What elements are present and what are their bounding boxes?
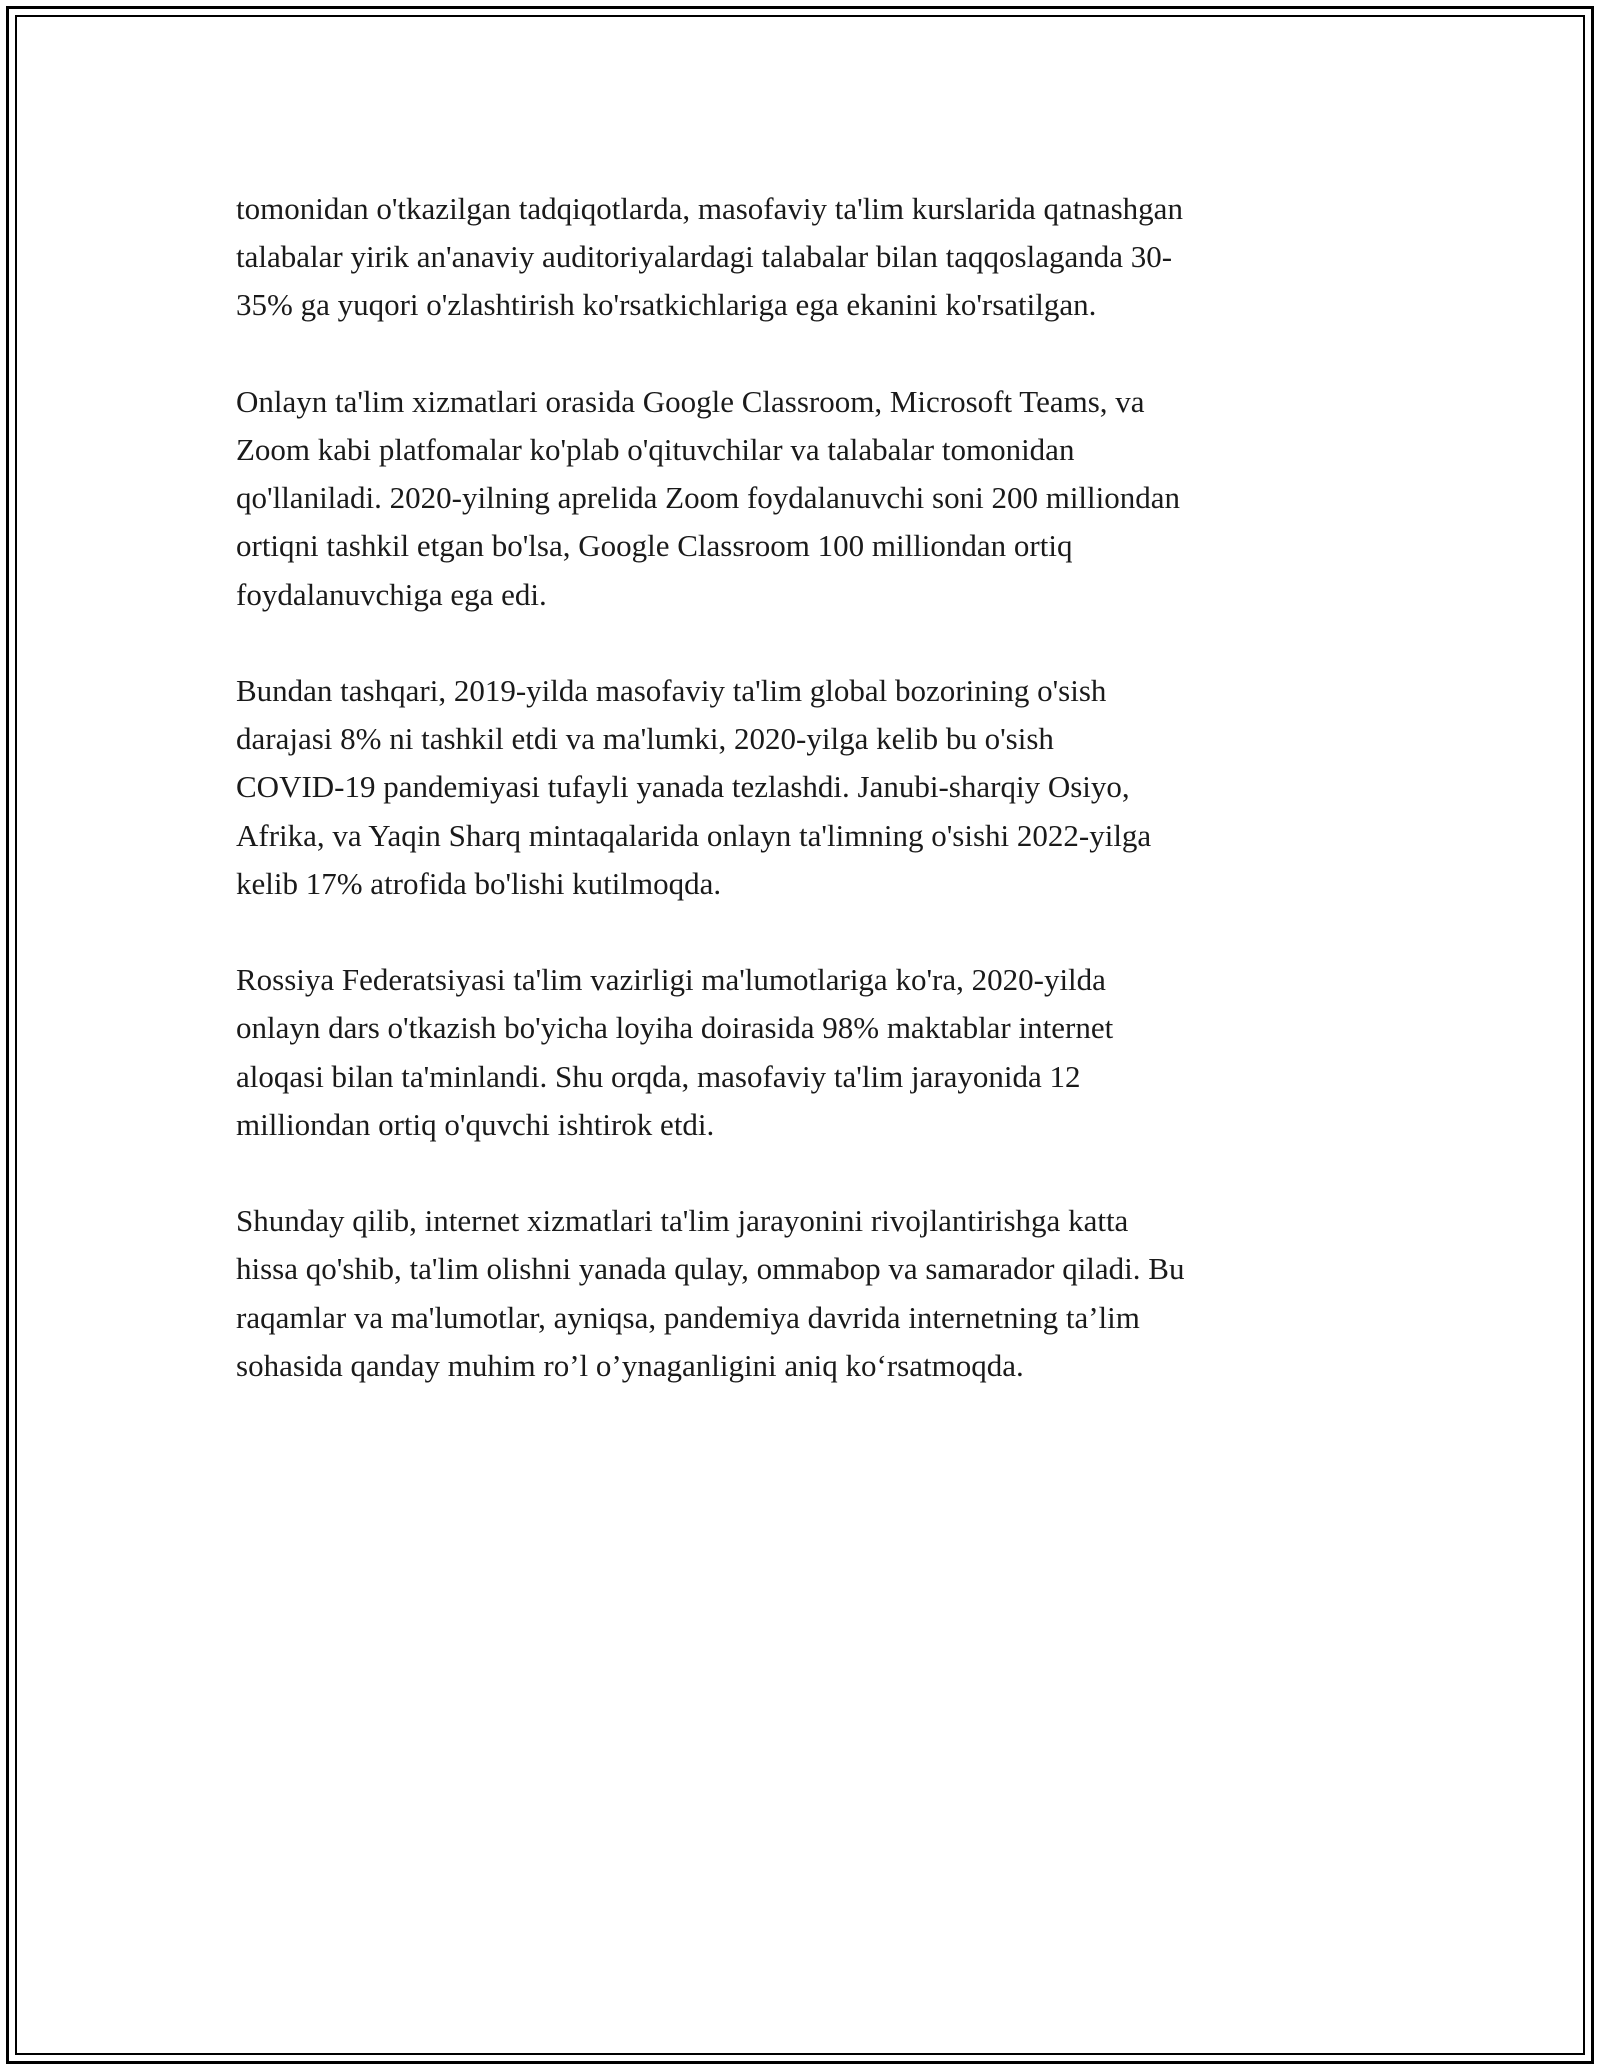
text-line: milliondan ortiq o'quvchi ishtirok etdi. — [236, 1106, 715, 1142]
text-line: kelib 17% atrofida bo'lishi kutilmoqda. — [236, 865, 722, 901]
text-line: Onlayn ta'lim xizmatlari orasida Google Classroom, Microsoft Teams, va — [236, 383, 1145, 419]
text-line: talabalar yirik an'anaviy auditoriyalardagi talabalar bilan taqqoslaganda 30- — [236, 239, 1173, 275]
text-line: Afrika, va Yaqin Sharq mintaqalarida onlayn ta'limning o'sishi 2022-yilga — [236, 817, 1152, 853]
text-line: Bundan tashqari, 2019-yilda masofaviy ta'lim global bozorining o'sish — [236, 673, 1107, 708]
paragraph-3 — [236, 667, 1366, 908]
paragraph-4 — [236, 956, 1366, 1149]
paragraph-5 — [236, 1197, 1366, 1390]
text-line: Zoom kabi platfomalar ko'plab o'qituvchilar va talabalar tomonidan — [236, 432, 1075, 467]
paragraph-2 — [236, 378, 1366, 619]
text-line: foydalanuvchiga ega edi. — [236, 576, 547, 612]
text-line: raqamlar va ma'lumotlar, ayniqsa, pandemiya davrida internetning ta’lim — [236, 1299, 1140, 1335]
paragraph-spacer — [236, 619, 1366, 667]
text-line: qo'llaniladi. 2020-yilning aprelida Zoom foydalanuvchi soni 200 milliondan — [236, 480, 1181, 516]
text-line: ortiqni tashkil etgan bo'lsa, Google Classroom 100 milliondan ortiq — [236, 528, 1073, 564]
text-line: 35% ga yuqori o'zlashtirish ko'rsatkichlariga ega ekanini ko'rsatilgan. — [236, 287, 1097, 323]
paragraph-1 — [236, 185, 1366, 330]
text-line: Rossiya Federatsiyasi ta'lim vazirligi ma'lumotlariga ko'ra, 2020-yilda — [236, 962, 1106, 998]
paragraph-spacer — [236, 908, 1366, 956]
text-line: darajasi 8% ni tashkil etdi va ma'lumki, 2020-yilga kelib bu o'sish — [236, 721, 1054, 757]
paragraph-spacer — [236, 1149, 1366, 1197]
text-line: tomonidan o'tkazilgan tadqiqotlarda, masofaviy ta'lim kurslarida qatnashgan — [236, 191, 1183, 226]
text-line: Shunday qilib, internet xizmatlari ta'lim jarayonini rivojlantirishga katta — [236, 1203, 1129, 1239]
paragraph-spacer — [236, 330, 1366, 378]
text-line: COVID-19 pandemiyasi tufayli yanada tezlashdi. Janubi-sharqiy Osiyo, — [236, 769, 1130, 805]
text-line: hissa qo'shib, ta'lim olishni yanada qulay, ommabop va samarador qiladi. Bu — [236, 1251, 1185, 1287]
document-body — [236, 185, 1366, 1390]
text-line: aloqasi bilan ta'minlandi. Shu orqda, masofaviy ta'lim jarayonida 12 — [236, 1058, 1081, 1094]
text-line: sohasida qanday muhim ro’l o’ynaganligini aniq ko‘rsatmoqda. — [236, 1347, 1024, 1383]
text-line: onlayn dars o'tkazish bo'yicha loyiha doirasida 98% maktablar internet — [236, 1010, 1114, 1046]
